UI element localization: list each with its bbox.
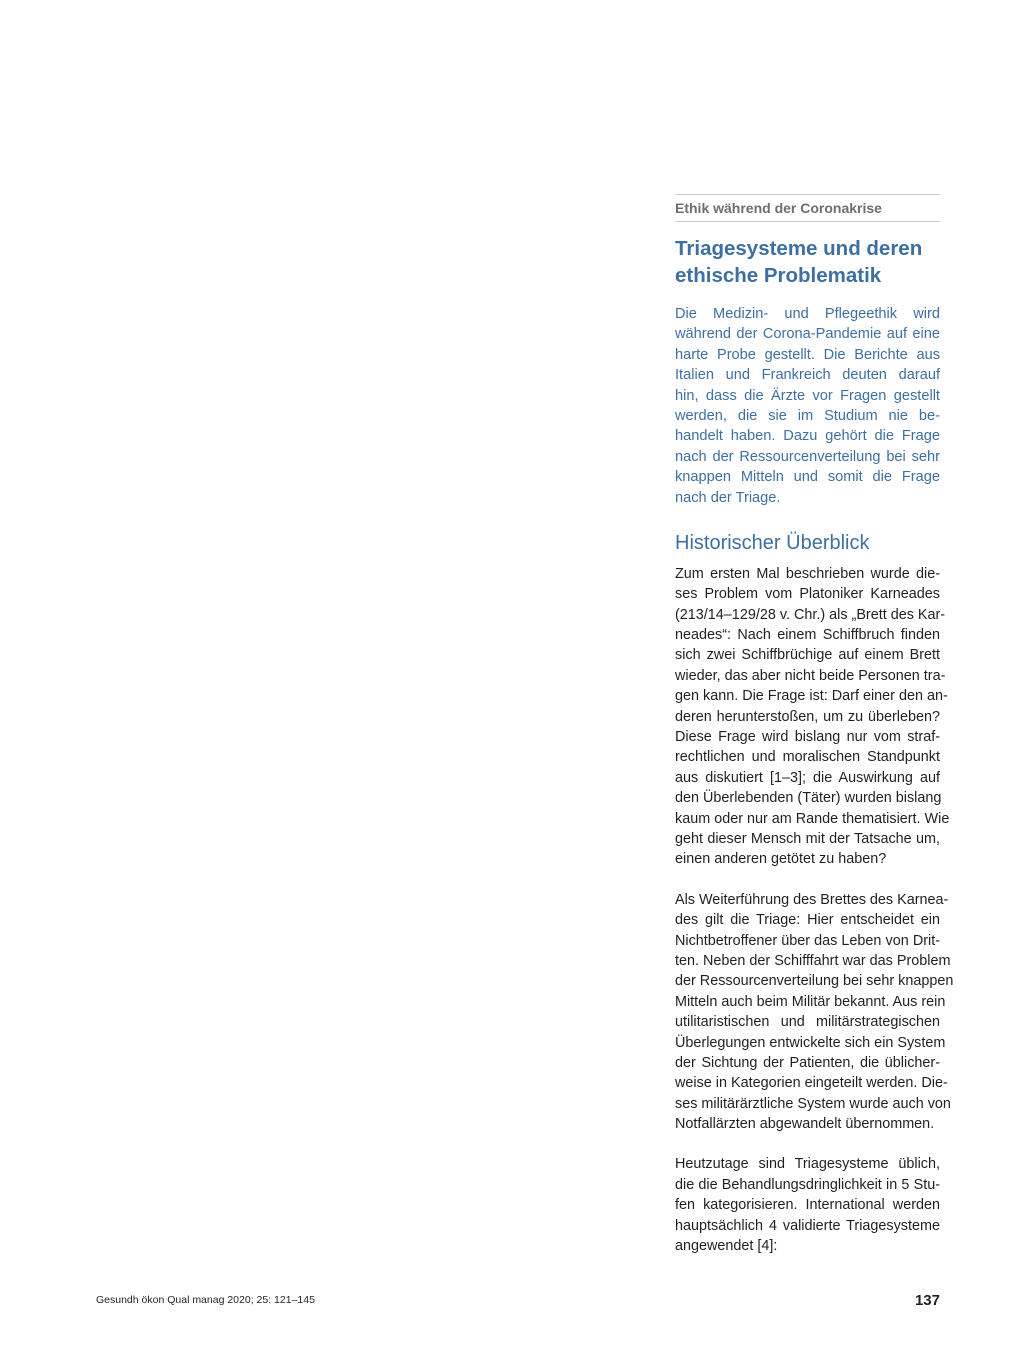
body-line: einen anderen getötet zu haben? (675, 851, 887, 868)
body-line: ses Problem vom Platoniker Karneades (675, 586, 940, 603)
body-line: Zum ersten Mal beschrieben wurde die- (675, 565, 940, 582)
lead-line: nach der Triage. (675, 489, 781, 506)
lead-line: nach der Ressourcenverteilung bei sehr (675, 448, 940, 465)
body-line: ses militärärztliche System wurde auch von (675, 1095, 951, 1112)
body-line: (213/14–129/28 v. Chr.) als „Brett des Kar- (675, 606, 946, 623)
article-title (675, 235, 940, 289)
body-line: weise in Kategorien eingeteilt werden. Die- (675, 1075, 948, 1092)
body-line: deren herunterstoßen, um zu überleben? (675, 708, 940, 725)
body-line: wieder, das aber nicht beide Personen tra- (675, 667, 946, 684)
body-line: Mitteln auch beim Militär bekannt. Aus rein (675, 993, 946, 1010)
body-line: gen kann. Die Frage ist: Darf einer den an- (675, 688, 948, 705)
body-paragraph-3 (675, 1154, 940, 1256)
body-line: kaum oder nur am Rande thematisiert. Wie (675, 810, 950, 827)
body-line: angewendet [4]: (675, 1238, 778, 1255)
body-paragraph-2 (675, 890, 954, 1135)
section-kicker: Ethik während der Coronakrise (675, 200, 882, 216)
page-number: 137 (914, 1292, 940, 1309)
lead-line: während der Corona-Pandemie auf eine (675, 326, 940, 343)
lead-line: werden, die sie im Studium nie be- (675, 407, 940, 424)
lead-line: hin, dass die Ärzte vor Fragen gestellt (675, 387, 940, 404)
body-line: neades“: Nach einem Schiffbruch finden (675, 627, 940, 644)
body-line: den Überlebenden (Täter) wurden bislang (675, 790, 942, 807)
lead-line: Italien und Frankreich deuten darauf (675, 367, 940, 384)
body-line: sich zwei Schiffbrüchige auf einem Brett (675, 647, 940, 664)
body-line: der Ressourcenverteilung bei sehr knappen (675, 973, 954, 990)
body-line: rechtlichen und moralischen Standpunkt (675, 749, 940, 766)
body-line: des gilt die Triage: Hier entscheidet ein (675, 912, 940, 929)
lead-paragraph (675, 304, 940, 508)
lead-line: handelt haben. Dazu gehört die Frage (675, 428, 940, 445)
kicker-bottom-rule (675, 221, 940, 222)
body-line: ten. Neben der Schifffahrt war das Problem (675, 952, 951, 969)
lead-line: Die Medizin- und Pflegeethik wird (675, 306, 940, 322)
body-line: aus diskutiert [1–3]; die Auswirkung auf (675, 769, 940, 786)
body-line: fen kategorisieren. International werden (675, 1197, 940, 1214)
body-paragraph-1 (675, 564, 950, 870)
body-line: Heutzutage sind Triagesysteme üblich, (675, 1156, 940, 1173)
article-title-line: Triagesysteme und deren (675, 237, 923, 260)
body-line: geht dieser Mensch mit der Tatsache um, (675, 830, 940, 847)
body-line: Überlegungen entwickelte sich ein System (675, 1034, 946, 1051)
body-line: Notfallärzten abgewandelt übernommen. (675, 1116, 935, 1133)
body-line: der Sichtung der Patienten, die üblicher- (675, 1054, 940, 1071)
lead-line: knappen Mitteln und somit die Frage (675, 469, 940, 486)
journal-citation: Gesundh ökon Qual manag 2020; 25: 121–145 (96, 1294, 315, 1306)
body-line: die die Behandlungsdringlichkeit in 5 Stu- (675, 1176, 940, 1193)
section-heading: Historischer Überblick (675, 531, 870, 554)
body-line: hauptsächlich 4 validierte Triagesysteme (675, 1217, 940, 1234)
body-line: Nichtbetroffener über das Leben von Drit- (675, 932, 940, 949)
body-line: utilitaristischen und militärstrategischen (675, 1014, 940, 1031)
lead-line: harte Probe gestellt. Die Berichte aus (675, 346, 940, 363)
body-line: Als Weiterführung des Brettes des Karnea- (675, 891, 949, 908)
article-column (675, 194, 954, 1256)
article-title-line: ethische Problematik (675, 264, 882, 287)
body-line: Diese Frage wird bislang nur vom straf- (675, 729, 940, 746)
